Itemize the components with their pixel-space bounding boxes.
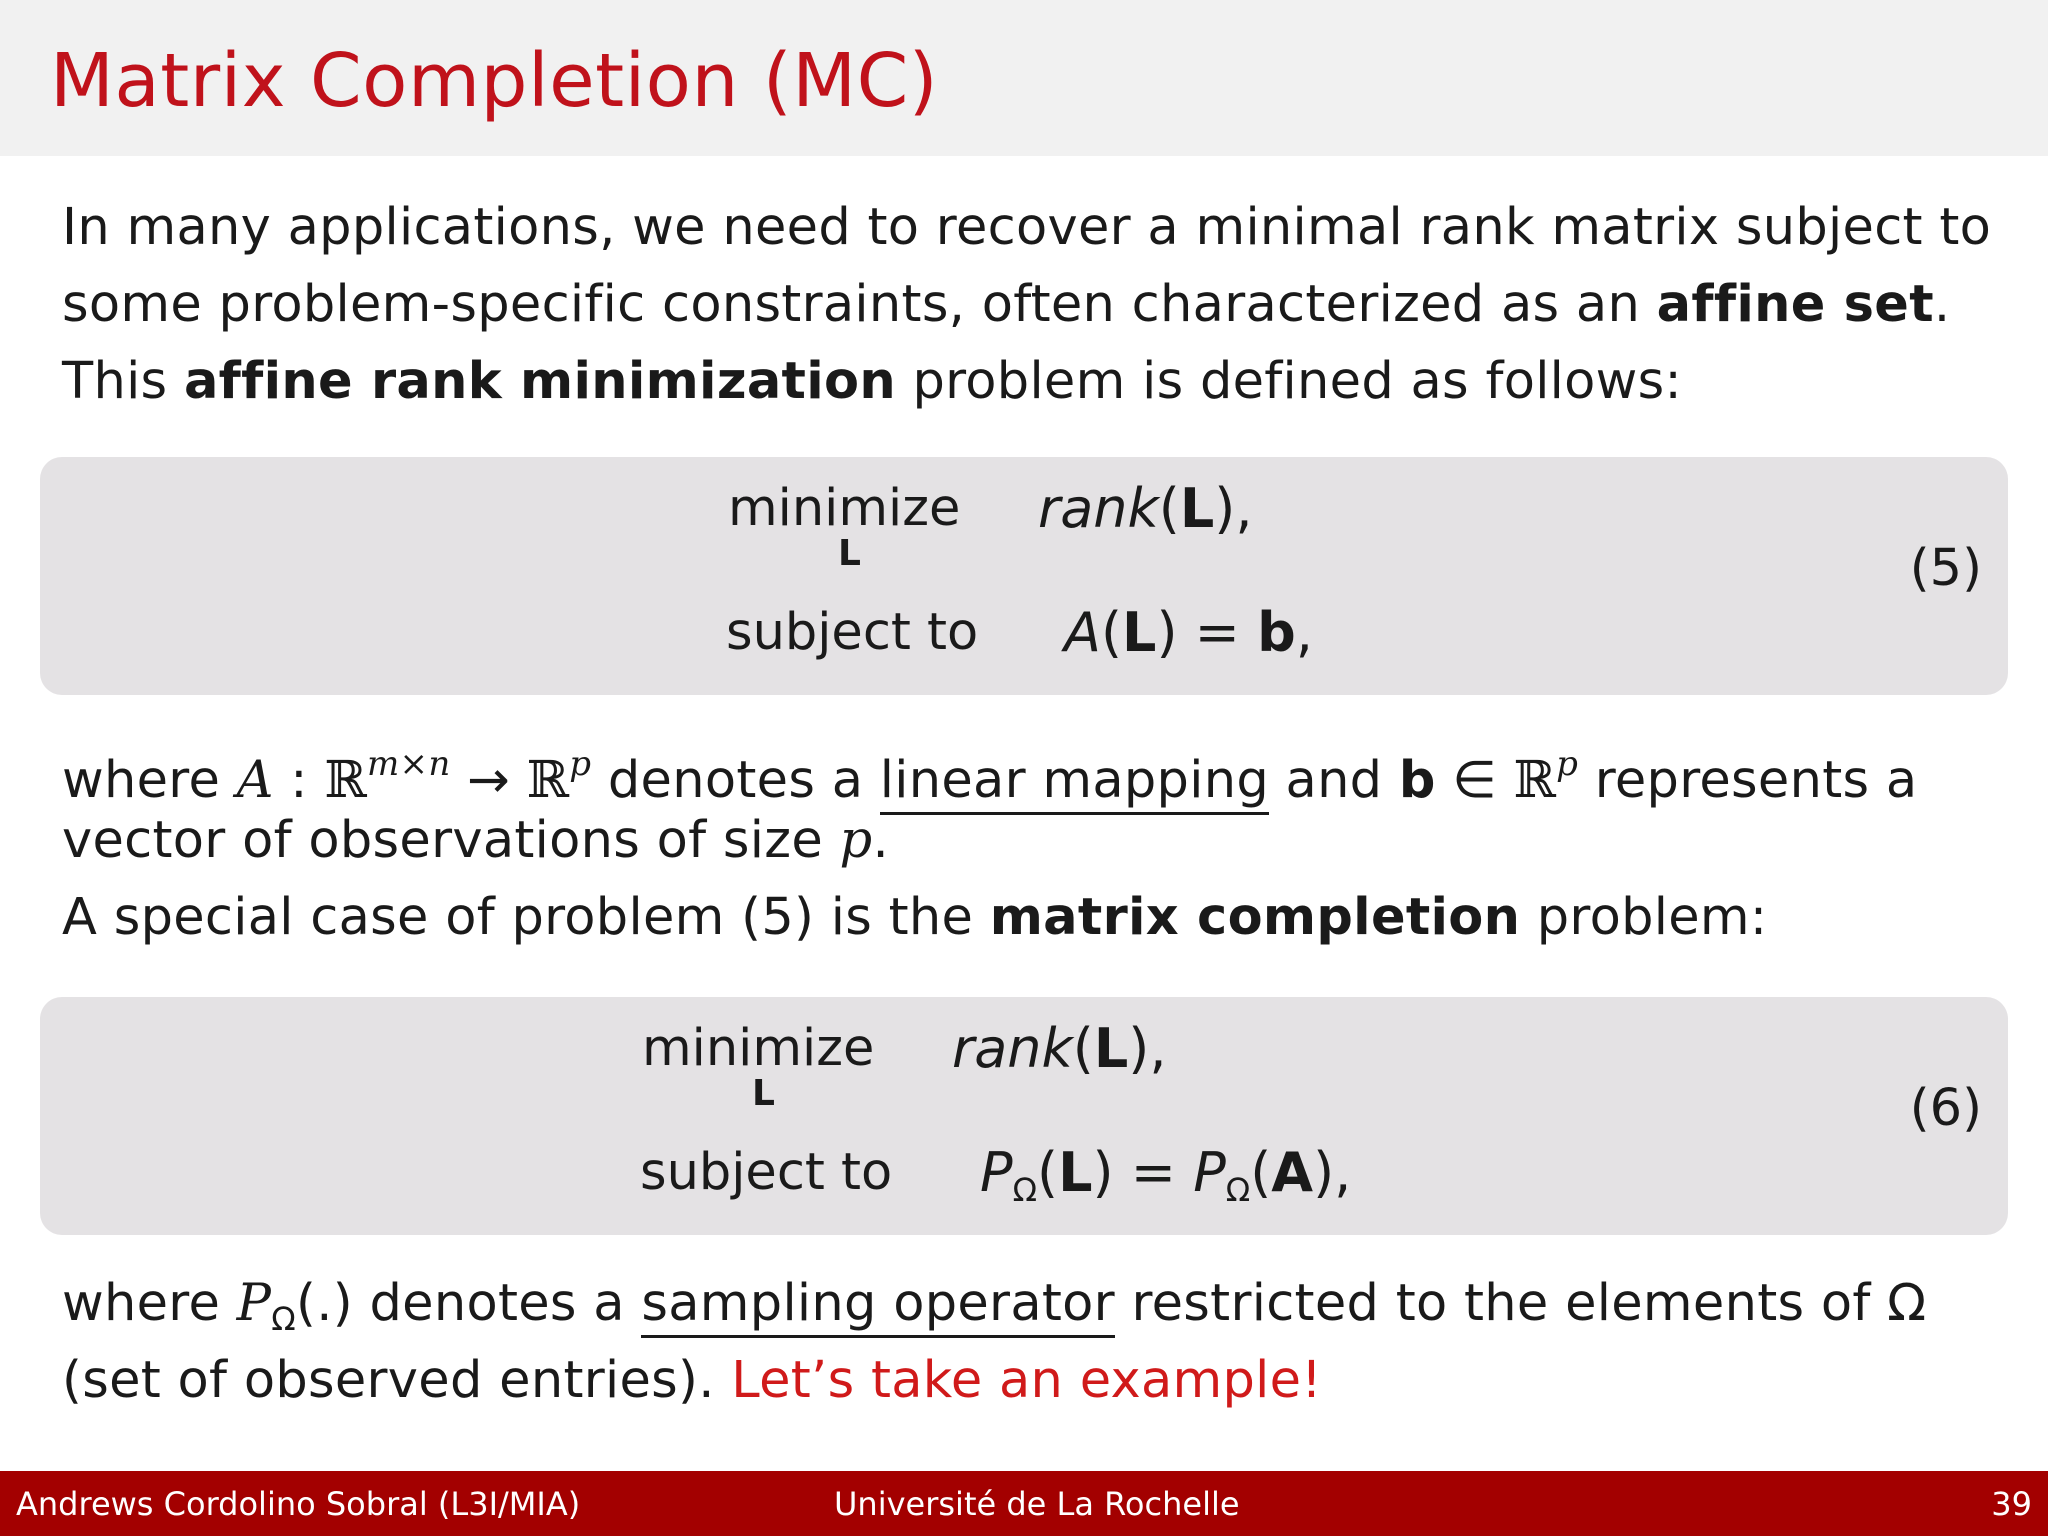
eq5-minimize: minimize (728, 479, 961, 538)
mid-represents: represents a (1578, 751, 1918, 810)
outro-where: where (62, 1274, 237, 1333)
page-number: 39 (1991, 1485, 2032, 1523)
footer-institution: Université de La Rochelle (834, 1485, 1240, 1523)
title-bar (0, 0, 2048, 156)
eq5-constraint-arg: L (1122, 601, 1157, 664)
eq6-omega-rhs: Ω (1225, 1171, 1251, 1209)
intro-line-3 (62, 344, 1682, 420)
intro-text-2-end: . (1933, 275, 1951, 334)
eq6-objective: rank(L), (952, 1017, 1167, 1080)
outro-text-2: (set of observed entries). (62, 1351, 715, 1410)
eq5-subject-to: subject to (726, 603, 979, 662)
slide-title: Matrix Completion (MC) (50, 38, 939, 124)
term-affine-rank-minimization: affine rank minimization (183, 352, 896, 411)
intro-text-3: This (62, 352, 184, 411)
mid-in: ∈ (1435, 751, 1514, 810)
eq6-P-lhs: P (980, 1141, 1013, 1204)
mid-b: b (1398, 751, 1436, 810)
eq6-minimize: minimize (642, 1019, 875, 1078)
eq6-rank-arg: L (1093, 1017, 1129, 1080)
link-linear-mapping: linear mapping (880, 751, 1269, 815)
mid-R3: ℝ (1513, 751, 1557, 810)
mid-line-3 (62, 880, 1767, 956)
mid-R2: ℝ (526, 751, 570, 810)
intro-text-2: some problem-specific constraints, often characterized as an (62, 275, 1657, 334)
mid-p1: p (569, 744, 592, 784)
mid-arrow: → (450, 751, 527, 810)
mid-p3: p (839, 811, 873, 870)
mid-text-2-end: . (872, 811, 889, 870)
eq6-rank-fn: rank (952, 1017, 1073, 1080)
mid-where: where (62, 751, 237, 810)
mid-mxn: m×n (367, 744, 451, 784)
outro-denotes: denotes a (352, 1274, 642, 1333)
mid-text-2: vector of observations of size (62, 811, 840, 870)
eq6-P-rhs: P (1193, 1141, 1226, 1204)
mid-line-2 (62, 803, 889, 879)
mid-text-3: A special case of problem (5) is the (62, 888, 990, 947)
eq6-minimize-var: L (752, 1073, 775, 1114)
eq5-minimize-var: L (838, 533, 861, 574)
intro-line-1 (62, 190, 1991, 266)
footer-author: Andrews Cordolino Sobral (L3I/MIA) (16, 1485, 581, 1523)
mid-R1: ℝ (324, 751, 367, 810)
eq5-rank-fn: rank (1038, 477, 1159, 540)
intro-text-1: In many applications, we need to recover a minimal rank matrix subject to (62, 198, 1992, 257)
eq5-rank-arg: L (1179, 477, 1215, 540)
eq6-constraint: $P_\Omega(L) = P_\Omega(A)$, (980, 1141, 1352, 1209)
eq5-operator: A (1064, 601, 1101, 664)
term-matrix-completion: matrix completion (989, 888, 1521, 947)
mid-colon: : (273, 751, 325, 810)
link-sampling-operator: sampling operator (641, 1274, 1115, 1338)
eq5-objective: rank(L), (1038, 477, 1253, 540)
outro-restricted: restricted to the elements of Ω (1114, 1274, 1927, 1333)
outro-line-2 (62, 1343, 1322, 1419)
intro-line-2 (62, 267, 1950, 343)
term-affine-set: affine set (1656, 275, 1934, 334)
eq6-number: (6) (1909, 1079, 1982, 1138)
eq6-lhs-arg: L (1058, 1141, 1093, 1204)
equation-5-box (40, 457, 2008, 695)
outro-arg: (.) (296, 1274, 353, 1333)
footer-bar (0, 1471, 2048, 1536)
eq5-rhs: b (1257, 601, 1296, 664)
intro-text-3-end: problem is defined as follows: (895, 352, 1683, 411)
eq6-subject-to: subject to (640, 1143, 893, 1202)
mid-p2: p (1556, 744, 1579, 784)
outro-P: P (236, 1274, 272, 1333)
eq5-number: (5) (1909, 539, 1982, 598)
eq6-omega-lhs: Ω (1012, 1171, 1038, 1209)
mid-and: and (1269, 751, 1399, 810)
mid-denotes: denotes a (591, 751, 880, 810)
example-callout: Let’s take an example! (731, 1351, 1323, 1410)
equation-6-box (40, 997, 2008, 1235)
eq6-rhs-arg: A (1271, 1141, 1314, 1204)
eq5-constraint: A(L) = b, (1064, 601, 1313, 664)
mid-text-3-end: problem: (1520, 888, 1768, 947)
mid-A: A (236, 751, 274, 810)
outro-omega: Ω (271, 1300, 297, 1338)
